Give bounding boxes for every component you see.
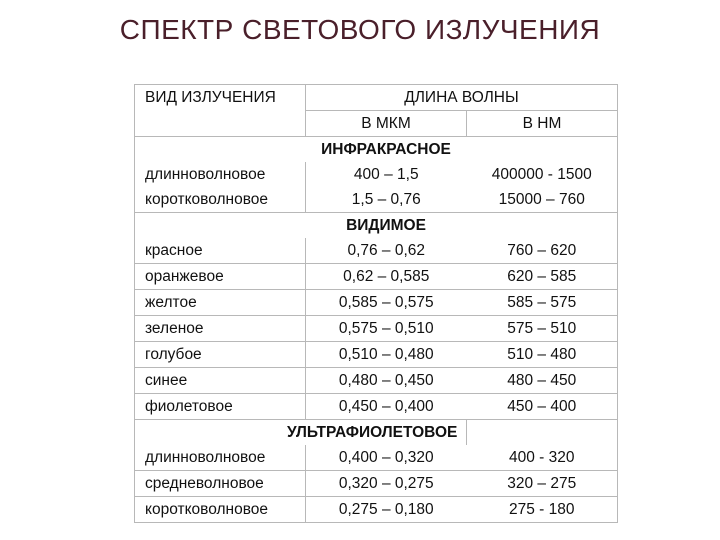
- table-row: [135, 264, 618, 290]
- row-type: средневолновое: [135, 471, 306, 497]
- spectrum-table: [134, 84, 618, 523]
- section-row-visible: [135, 213, 618, 239]
- row-nm: 320 – 275: [467, 471, 618, 497]
- row-nm: 450 – 400: [467, 394, 618, 420]
- row-nm: 480 – 450: [467, 368, 618, 394]
- table-row: [135, 187, 618, 213]
- row-um: 0,480 – 0,450: [306, 368, 467, 394]
- row-nm: 400 - 320: [467, 445, 618, 471]
- row-um: 0,320 – 0,275: [306, 471, 467, 497]
- table-row: [135, 290, 618, 316]
- row-um: 0,510 – 0,480: [306, 342, 467, 368]
- row-um: 0,585 – 0,575: [306, 290, 467, 316]
- section-row-ultraviolet: [135, 420, 618, 446]
- row-type: коротковолновое: [135, 497, 306, 523]
- table-row: [135, 368, 618, 394]
- section-title-visible: ВИДИМОЕ: [306, 213, 467, 239]
- row-um: 0,76 – 0,62: [306, 238, 467, 264]
- header-row: [135, 85, 618, 111]
- row-um: 1,5 – 0,76: [306, 187, 467, 213]
- row-type: длинноволновое: [135, 162, 306, 187]
- row-um: 0,575 – 0,510: [306, 316, 467, 342]
- section-title-ultraviolet: УЛЬТРАФИОЛЕТОВОЕ: [135, 420, 467, 446]
- row-um: 0,400 – 0,320: [306, 445, 467, 471]
- row-type: фиолетовое: [135, 394, 306, 420]
- row-nm: 575 – 510: [467, 316, 618, 342]
- table-row: [135, 316, 618, 342]
- row-nm: 400000 - 1500: [467, 162, 618, 187]
- table-row: [135, 342, 618, 368]
- row-nm: 275 - 180: [467, 497, 618, 523]
- header-type-col: ВИД ИЗЛУЧЕНИЯ: [135, 85, 306, 137]
- row-nm: 510 – 480: [467, 342, 618, 368]
- header-unit-um: В МКМ: [306, 111, 467, 137]
- table-row: [135, 445, 618, 471]
- section-title-infrared: ИНФРАКРАСНОЕ: [306, 137, 467, 163]
- table-row: [135, 471, 618, 497]
- table-row: [135, 497, 618, 523]
- row-um: 0,450 – 0,400: [306, 394, 467, 420]
- row-type: зеленое: [135, 316, 306, 342]
- row-um: 400 – 1,5: [306, 162, 467, 187]
- row-nm: 620 – 585: [467, 264, 618, 290]
- row-type: голубое: [135, 342, 306, 368]
- row-um: 0,62 – 0,585: [306, 264, 467, 290]
- row-type: оранжевое: [135, 264, 306, 290]
- row-nm: 15000 – 760: [467, 187, 618, 213]
- page-title: СПЕКТР СВЕТОВОГО ИЗЛУЧЕНИЯ: [119, 14, 601, 45]
- row-type: синее: [135, 368, 306, 394]
- table-row: [135, 238, 618, 264]
- row-um: 0,275 – 0,180: [306, 497, 467, 523]
- section-row-infrared: [135, 137, 618, 163]
- row-type: желтое: [135, 290, 306, 316]
- row-type: длинноволновое: [135, 445, 306, 471]
- table-row: [135, 394, 618, 420]
- row-type: красное: [135, 238, 306, 264]
- row-nm: 585 – 575: [467, 290, 618, 316]
- header-wavelength: ДЛИНА ВОЛНЫ: [306, 85, 618, 111]
- row-nm: 760 – 620: [467, 238, 618, 264]
- header-unit-nm: В НМ: [467, 111, 618, 137]
- row-type: коротковолновое: [135, 187, 306, 213]
- table-row: [135, 162, 618, 187]
